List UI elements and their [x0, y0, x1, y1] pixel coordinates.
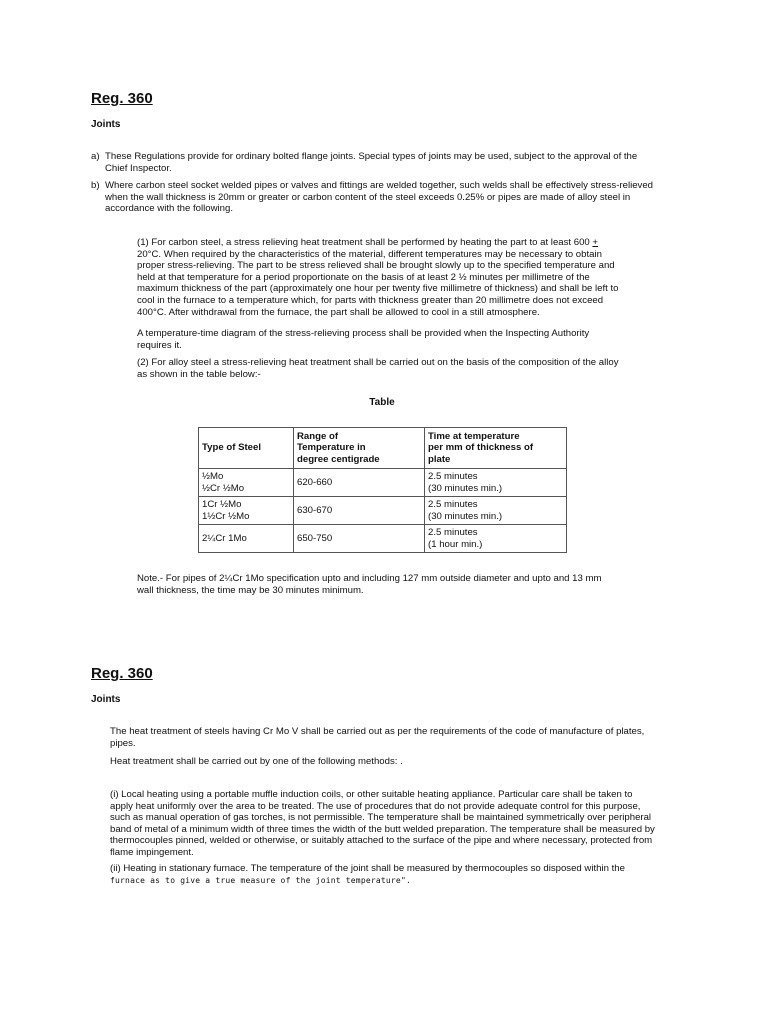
- list-label: b): [91, 180, 100, 191]
- table-row: [199, 525, 567, 553]
- section-title: Reg. 360: [91, 665, 153, 682]
- list-item-b: [91, 180, 661, 215]
- table-row: [199, 469, 567, 497]
- column-header: Range of Temperature in degree centigrade: [294, 428, 425, 469]
- table-cell: 2¼Cr 1Mo: [199, 525, 294, 553]
- list-item-a: [91, 151, 661, 174]
- carbon-steel-paragraph: [137, 237, 620, 318]
- steel-table: [198, 427, 567, 553]
- table-cell: 1Cr ½Mo 1½Cr ½Mo: [199, 497, 294, 525]
- paragraph-text: (1) For carbon steel, a stress relieving heat treatment shall be performed by heating the part to at least 600: [137, 237, 593, 248]
- list-text: These Regulations provide for ordinary bolted flange joints. Special types of joints may be used, subject to the approval of the Chief Inspector.: [105, 151, 638, 174]
- furnace-heating-paragraph: [110, 863, 658, 886]
- table-cell: ½Mo ½Cr ½Mo: [199, 469, 294, 497]
- table-caption: Table: [369, 397, 395, 408]
- table-cell: 630-670: [294, 497, 425, 525]
- table-cell: 620-660: [294, 469, 425, 497]
- table-cell: 2.5 minutes (1 hour min.): [425, 525, 567, 553]
- table-row: [199, 497, 567, 525]
- list-label: a): [91, 151, 100, 162]
- paragraph-text: furnace as to give a true measure of the joint temperature".: [110, 875, 411, 885]
- page-title: Reg. 360: [91, 90, 153, 107]
- note-paragraph: Note.- For pipes of 2¼Cr 1Mo specification upto and including 127 mm outside diameter and upto and 13 mm wall thickness, the time may be 30 minutes minimum.: [137, 573, 602, 596]
- table-cell: 650-750: [294, 525, 425, 553]
- paragraph-text: (ii) Heating in stationary furnace. The temperature of the joint shall be measured by thermocouples so disposed within the: [110, 863, 625, 874]
- table-cell: 2.5 minutes (30 minutes min.): [425, 469, 567, 497]
- local-heating-paragraph: (i) Local heating using a portable muffle induction coils, or other suitable heating appliance. Particular care shall be taken to apply heat uniformly over the area to be treated. The use of procedures that do not provide adequate control for this purpose, such as manual operation of gas torches, is not permissible. The temperature shall be maintained symmetrically over peripheral band of metal of a minimum width of three times the width of the butt welded preparation. The temperature shall be measured by thermocouples pinned, welded or otherwise, or suitably attached to the surface of the pipe and where necessary, protected from flame impingement.: [110, 789, 655, 858]
- diagram-paragraph: A temperature-time diagram of the stress-relieving process shall be provided when the Inspecting Authority requires it.: [137, 328, 590, 351]
- column-header: Type of Steel: [199, 428, 294, 469]
- list-text: Where carbon steel socket welded pipes or valves and fittings are welded together, such welds shall be effectively stress-relieved when the wall thickness is 20mm or greater or carbon content of the steel exceeds 0.25% or pipes are made of alloy steel in accordance with the following.: [105, 180, 654, 215]
- alloy-steel-paragraph: (2) For alloy steel a stress-relieving heat treatment shall be carried out on the basis of the composition of the alloy as shown in the table below:-: [137, 357, 619, 380]
- section-subtitle: Joints: [91, 119, 121, 130]
- methods-paragraph: Heat treatment shall be carried out by one of the following methods: .: [110, 756, 403, 767]
- column-header: Time at temperature per mm of thickness of plate: [425, 428, 567, 469]
- section-subtitle: Joints: [91, 694, 121, 705]
- heat-treatment-paragraph: The heat treatment of steels having Cr Mo V shall be carried out as per the requirements of the code of manufacture of plates, pipes.: [110, 726, 645, 749]
- table-cell: 2.5 minutes (30 minutes min.): [425, 497, 567, 525]
- paragraph-text: 20°C. When required by the characteristics of the material, different temperatures may be necessary to obtain proper stress-relieving. The part to be stress relieved shall be brought slowly up to the specified temperature and held at that temperature for a period proportionate on the basis of at least 2 ½ minutes per millimetre of the maximum thickness of the part (approximately one hour per twenty five millimetre of thickness) and shall be left to cool in the furnace to a temperature which, for parts with thickness greater than 20 millimetre does not exceed 400°C. After withdrawal from the furnace, the part shall be allowed to cool in a still atmosphere.: [137, 248, 619, 318]
- table-header-row: [199, 428, 567, 469]
- plus-minus-sign: +: [592, 237, 599, 248]
